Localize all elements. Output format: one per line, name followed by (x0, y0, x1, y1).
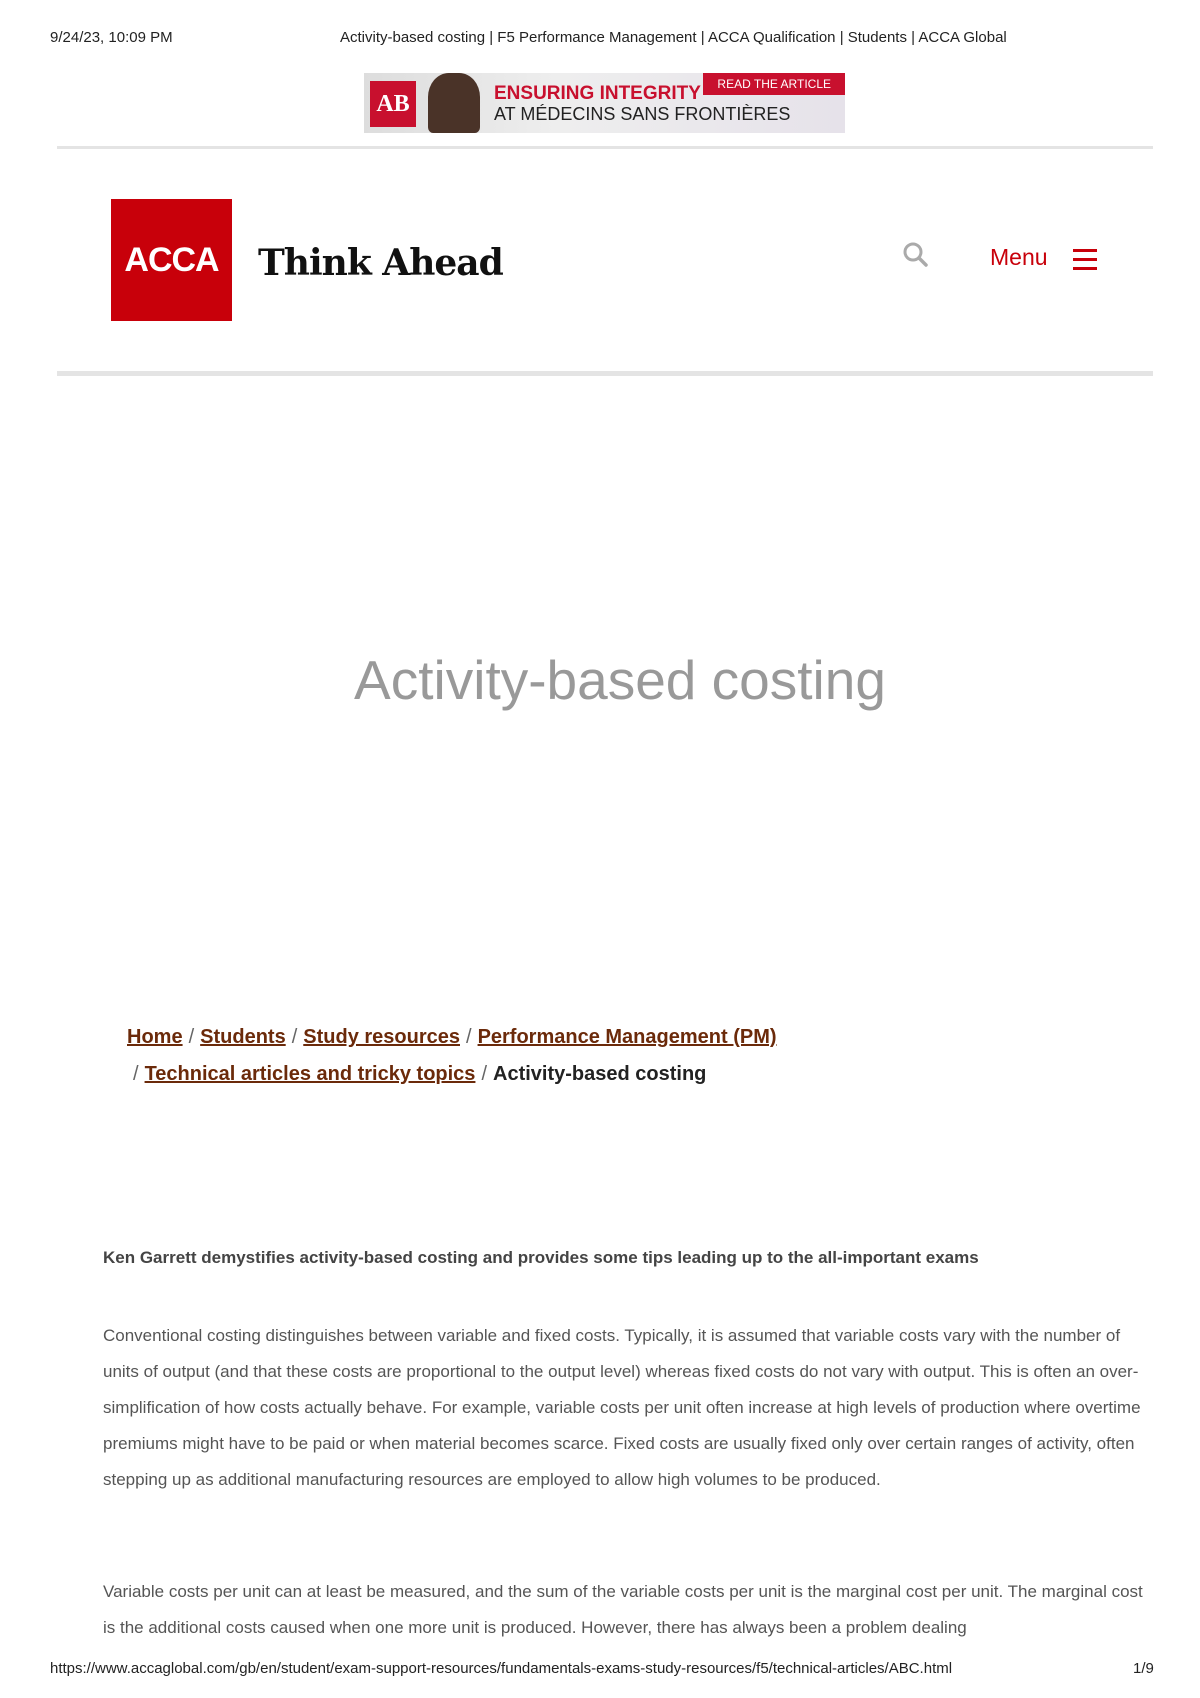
banner-photo (428, 73, 480, 133)
breadcrumb-separator: / (481, 1063, 487, 1085)
banner-subline: AT MÉDECINS SANS FRONTIÈRES (494, 104, 791, 124)
breadcrumb-study-resources[interactable]: Study resources (303, 1026, 460, 1048)
tagline: Think Ahead (258, 242, 503, 284)
article-intro: Ken Garrett demystifies activity-based costing and provides some tips leading up to the all-important exams (103, 1248, 979, 1267)
print-title: Activity-based costing | F5 Performance Management | ACCA Qualification | Students | ACCA Global (340, 29, 1007, 46)
breadcrumb (127, 1026, 777, 1049)
breadcrumb-students[interactable]: Students (200, 1026, 286, 1048)
breadcrumb-current: Activity-based costing (493, 1063, 707, 1085)
print-page-number: 1/9 (1133, 1660, 1154, 1677)
breadcrumb-separator: / (133, 1063, 139, 1085)
breadcrumb-separator: / (188, 1026, 195, 1048)
hamburger-icon[interactable] (1073, 248, 1099, 277)
article-paragraph: Conventional costing distinguishes between variable and fixed costs. Typically, it is assumed that variable costs vary with the number of units of output (and that these costs are proportional to the output level) whereas fixed costs do not vary with output. This is often an over-simplification of how costs actually behave. For example, variable costs per unit often increase at high levels of production where overtime premiums might have to be paid or when material becomes scarce. Fixed costs are usually fixed only over certain ranges of activity, often stepping up as additional manufacturing resources are employed to allow high volumes to be produced. (103, 1326, 1141, 1489)
breadcrumb-home[interactable]: Home (127, 1026, 183, 1048)
banner-headline: ENSURING INTEGRITY (494, 83, 701, 104)
search-icon[interactable] (902, 241, 930, 274)
divider (57, 371, 1153, 376)
breadcrumb-separator: / (291, 1026, 298, 1048)
print-url: https://www.accaglobal.com/gb/en/student/exam-support-resources/fundamentals-exams-study-resources/f5/technical-articles/ABC.html (50, 1660, 953, 1677)
breadcrumb-performance-management[interactable]: Performance Management (PM) (477, 1026, 777, 1048)
ad-banner[interactable] (364, 73, 845, 133)
ab-logo: AB (370, 81, 416, 127)
breadcrumb-technical-articles[interactable]: Technical articles and tricky topics (144, 1063, 476, 1085)
acca-logo[interactable]: ACCA (111, 199, 232, 321)
print-datetime: 9/24/23, 10:09 PM (50, 29, 173, 46)
page-title: Activity-based costing (354, 649, 886, 711)
article-paragraph: Variable costs per unit can at least be measured, and the sum of the variable costs per unit is the marginal cost per unit. The marginal cost is the additional costs caused when one more unit is produced. However, there has always been a problem dealing (103, 1582, 1143, 1637)
breadcrumb-separator: / (466, 1026, 472, 1048)
menu-button[interactable]: Menu (990, 244, 1048, 270)
breadcrumb-line-2 (133, 1063, 706, 1086)
read-article-button[interactable]: READ THE ARTICLE (703, 73, 845, 95)
divider (57, 146, 1153, 149)
